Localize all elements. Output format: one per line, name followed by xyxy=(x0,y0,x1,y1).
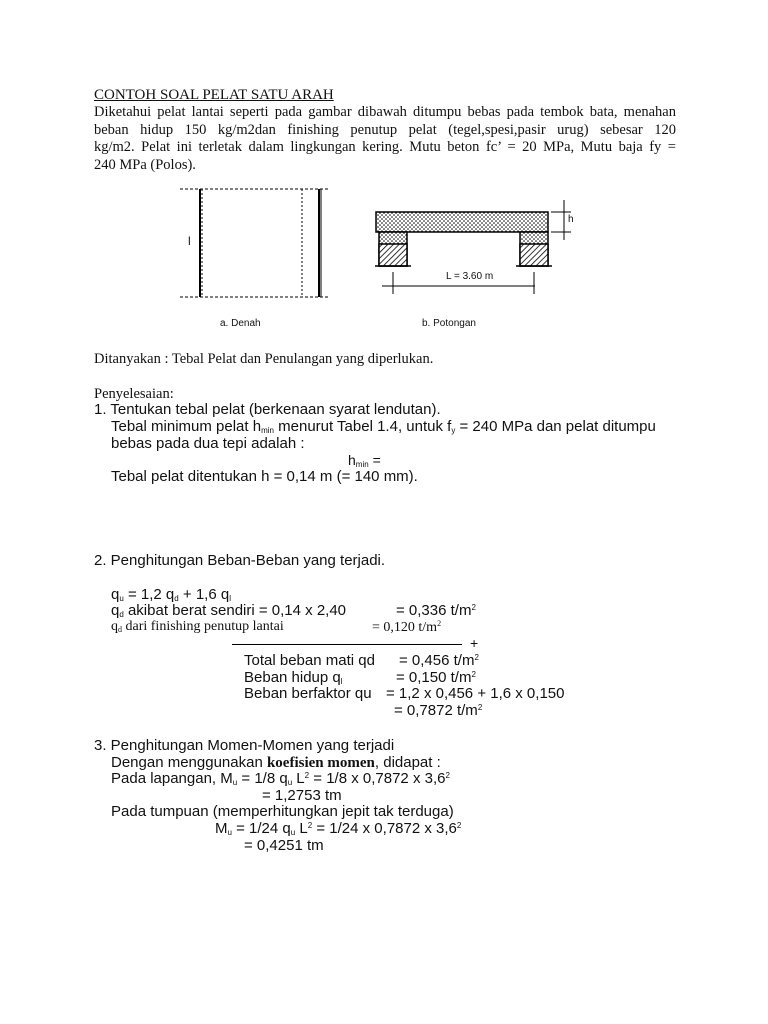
hmin-formula: $h_{min}$ = xyxy=(348,452,381,469)
span-label: L = 3.60 m xyxy=(446,271,494,282)
total-dead-value: = 0,456 $t/m^2$ xyxy=(399,652,479,669)
step3-line1: Dengan menggunakan koefisien momen, didapat : xyxy=(111,754,441,771)
field-moment-result: = 1,2753 tm xyxy=(262,787,342,804)
support-heading: Pada tumpuan (memperhitungkan jepit tak terduga) xyxy=(111,803,454,820)
plan-drawing xyxy=(180,186,340,306)
plus-sign: + xyxy=(470,635,479,651)
section-caption: b. Potongan xyxy=(422,318,476,329)
step1-result: Tebal pelat ditentukan h = 0,14 m (= 140 mm). xyxy=(111,468,418,485)
finishing-line: $q_d$ dari finishing penutup lantai xyxy=(111,619,284,634)
intro-line: beban hidup 150 kg/m2dan finishing penutup pelat (tegel,spesi,pasir urug) sebesar 120 xyxy=(94,121,676,138)
support-moment-result: = 0,4251 tm xyxy=(244,837,324,854)
qu-equation: $q_u = 1,2$ $q_d + 1,6$ $q_l$ xyxy=(111,586,231,603)
field-moment: Pada lapangan, $M_u = 1/8$ $q_u$ $L^2 = 1/8$ x 0,7872 x $3,6^2$ xyxy=(111,770,450,787)
self-weight-value: = 0,336 $t/m^2$ xyxy=(396,602,476,619)
live-load-value: = 0,150 $t/m^2$ xyxy=(396,669,476,686)
sum-divider xyxy=(232,644,462,645)
factored-value: = 1,2 x 0,456 + 1,6 x 0,150 xyxy=(386,685,565,702)
thickness-label: h xyxy=(568,214,574,225)
step1-line1: Tebal minimum pelat $h_{min}$ menurut Tabel 1.4, untuk $f_y = 240$ MPa dan pelat ditumpu xyxy=(111,418,656,435)
step1-line2: bebas pada dua tepi adalah : xyxy=(111,435,305,452)
total-dead-label: Total beban mati qd xyxy=(244,652,375,669)
intro-line: kg/m2. Pelat ini terletak dalam lingkungan kering. Mutu beton fc’ = 20 MPa, Mutu baja fy = xyxy=(94,139,676,155)
plan-side-label: l xyxy=(188,234,191,248)
step3-heading: 3. Penghitungan Momen-Momen yang terjadi xyxy=(94,737,395,754)
page-title: CONTOH SOAL PELAT SATU ARAH xyxy=(94,87,334,103)
step2-heading: 2. Penghitungan Beban-Beban yang terjadi. xyxy=(94,552,386,569)
intro-line: 240 MPa (Polos). xyxy=(94,156,196,173)
solution-heading: Penyelesaian: xyxy=(94,386,174,402)
plan-caption: a. Denah xyxy=(220,318,261,329)
live-load-label: Beban hidup $q_l$ xyxy=(244,669,343,686)
step1-heading: 1. Tentukan tebal pelat (berkenaan syarat lendutan). xyxy=(94,401,441,418)
question: Ditanyakan : Tebal Pelat dan Penulangan yang diperlukan. xyxy=(94,351,434,367)
support-moment: $M_u = 1/24$ $q_u$ $L^2 = 1/24$ x 0,7872 x $3,6^2$ xyxy=(215,820,462,837)
intro-line: Diketahui pelat lantai seperti pada gambar dibawah ditumpu bebas pada tembok bata, menahan xyxy=(94,104,676,120)
intro-paragraph xyxy=(94,104,676,174)
factored-result: = 0,7872 $t/m^2$ xyxy=(394,702,483,719)
self-weight-line: $q_d$ akibat berat sendiri = 0,14 x 2,40 xyxy=(111,602,347,619)
finishing-value: = 0,120 $t/m^2$ xyxy=(372,619,442,635)
factored-label: Beban berfaktor qu xyxy=(244,685,372,702)
